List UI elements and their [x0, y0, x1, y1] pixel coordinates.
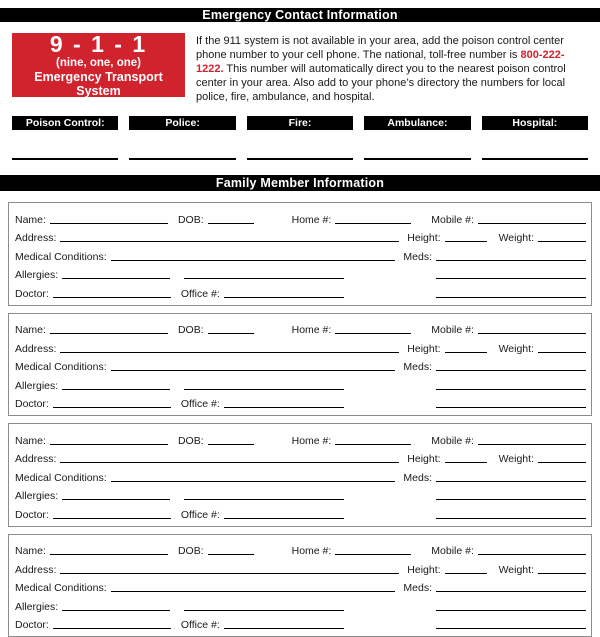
name-fill-line[interactable] [50, 223, 168, 224]
fire-fill-line[interactable] [247, 158, 353, 160]
doctor-extra-fill-line[interactable] [436, 518, 586, 519]
dob-label: DOB: [178, 435, 204, 447]
home-phone-fill-line[interactable] [335, 444, 411, 445]
doctor-fill-line[interactable] [53, 628, 171, 629]
member-row-allergies [15, 484, 586, 503]
height-label: Height: [407, 343, 440, 355]
contact-col-fire [247, 116, 353, 160]
dob-fill-line[interactable] [208, 223, 254, 224]
allergies-label: Allergies: [15, 380, 58, 392]
mobile-phone-fill-line[interactable] [478, 333, 586, 334]
name-fill-line[interactable] [50, 554, 168, 555]
home-phone-fill-line[interactable] [335, 554, 411, 555]
hospital-fill-line[interactable] [482, 158, 588, 160]
intro-section [12, 33, 588, 104]
family-member-card [8, 423, 592, 527]
poison-control-phone-number: 800-222-1222. [196, 49, 565, 75]
mobile-phone-label: Mobile #: [431, 214, 474, 226]
weight-fill-line[interactable] [538, 241, 586, 242]
mobile-phone-fill-line[interactable] [478, 223, 586, 224]
dob-fill-line[interactable] [208, 554, 254, 555]
intro-text-before: If the 911 system is not available in your area, add the poison control center phone number to your cell phone. The national, toll-free number is [196, 35, 564, 61]
police-fill-line[interactable] [129, 158, 235, 160]
mobile-phone-label: Mobile #: [431, 545, 474, 557]
member-row-medical [15, 465, 586, 484]
page-title: Emergency Contact Information [202, 8, 397, 22]
doctor-fill-line[interactable] [53, 518, 171, 519]
address-fill-line[interactable] [60, 462, 399, 463]
weight-fill-line[interactable] [538, 352, 586, 353]
intro-paragraph [196, 33, 588, 104]
member-row-identity [15, 539, 586, 558]
mobile-phone-fill-line[interactable] [478, 554, 586, 555]
fire-label: Fire: [247, 116, 353, 130]
name-label: Name: [15, 435, 46, 447]
address-label: Address: [15, 564, 56, 576]
address-fill-line[interactable] [60, 573, 399, 574]
contact-col-hospital [482, 116, 588, 160]
address-label: Address: [15, 343, 56, 355]
allergies-fill-line[interactable] [62, 278, 170, 279]
home-phone-fill-line[interactable] [335, 333, 411, 334]
name-label: Name: [15, 545, 46, 557]
office-phone-label: Office #: [181, 288, 220, 300]
medical-conditions-label: Medical Conditions: [15, 472, 107, 484]
member-row-medical [15, 244, 586, 263]
weight-fill-line[interactable] [538, 573, 586, 574]
height-fill-line[interactable] [445, 241, 487, 242]
emergency-contact-header [0, 8, 600, 22]
doctor-extra-fill-line[interactable] [436, 407, 586, 408]
911-number: 9 - 1 - 1 [12, 32, 185, 57]
name-fill-line[interactable] [50, 444, 168, 445]
family-section-title: Family Member Information [216, 176, 384, 190]
office-phone-fill-line[interactable] [224, 518, 344, 519]
meds-fill-line[interactable] [436, 260, 586, 261]
dob-label: DOB: [178, 545, 204, 557]
hospital-label: Hospital: [482, 116, 588, 130]
height-fill-line[interactable] [445, 573, 487, 574]
office-phone-label: Office #: [181, 619, 220, 631]
dob-label: DOB: [178, 214, 204, 226]
member-row-identity [15, 318, 586, 337]
ambulance-fill-line[interactable] [364, 158, 470, 160]
weight-label: Weight: [499, 343, 534, 355]
police-label: Police: [129, 116, 235, 130]
height-fill-line[interactable] [445, 462, 487, 463]
doctor-fill-line[interactable] [53, 297, 171, 298]
family-member-card [8, 202, 592, 306]
meds-label: Meds: [403, 251, 432, 263]
dob-fill-line[interactable] [208, 333, 254, 334]
mobile-phone-fill-line[interactable] [478, 444, 586, 445]
member-row-identity [15, 428, 586, 447]
address-fill-line[interactable] [60, 352, 399, 353]
doctor-extra-fill-line[interactable] [436, 628, 586, 629]
member-row-doctor [15, 613, 586, 632]
contact-col-police [129, 116, 235, 160]
doctor-label: Doctor: [15, 509, 49, 521]
home-phone-label: Home #: [292, 324, 332, 336]
member-row-allergies [15, 373, 586, 392]
allergies-fill-line[interactable] [62, 610, 170, 611]
address-fill-line[interactable] [60, 241, 399, 242]
medical-conditions-fill-line[interactable] [111, 260, 396, 261]
dob-fill-line[interactable] [208, 444, 254, 445]
weight-label: Weight: [499, 564, 534, 576]
emergency-contacts-row [12, 116, 588, 160]
allergies-fill-line[interactable] [62, 499, 170, 500]
meds-fill-line[interactable] [436, 370, 586, 371]
meds-extra-fill-line[interactable] [436, 499, 586, 500]
name-fill-line[interactable] [50, 333, 168, 334]
member-row-identity [15, 207, 586, 226]
member-row-address [15, 336, 586, 355]
name-label: Name: [15, 324, 46, 336]
911-callout [12, 33, 185, 97]
ambulance-label: Ambulance: [364, 116, 470, 130]
family-member-header [0, 175, 600, 191]
meds-extra-fill-line[interactable] [436, 278, 586, 279]
member-row-allergies [15, 594, 586, 613]
allergies-label: Allergies: [15, 490, 58, 502]
office-phone-label: Office #: [181, 398, 220, 410]
height-label: Height: [407, 232, 440, 244]
allergies-extra-fill-line[interactable] [184, 389, 344, 390]
intro-text-after: This number will automatically direct you to the nearest poison control center in your area. Also add to your phone’s directory the numbers for local police, fire, ambulance, and hospital. [196, 63, 566, 103]
weight-label: Weight: [499, 453, 534, 465]
member-row-doctor [15, 392, 586, 411]
family-members [8, 202, 592, 637]
meds-extra-fill-line[interactable] [436, 610, 586, 611]
weight-fill-line[interactable] [538, 462, 586, 463]
doctor-label: Doctor: [15, 288, 49, 300]
member-row-medical [15, 355, 586, 374]
member-row-doctor [15, 281, 586, 300]
allergies-label: Allergies: [15, 269, 58, 281]
home-phone-label: Home #: [292, 545, 332, 557]
medical-conditions-fill-line[interactable] [111, 370, 396, 371]
weight-label: Weight: [499, 232, 534, 244]
911-pronunciation: (nine, one, one) [12, 57, 185, 70]
family-member-card [8, 313, 592, 417]
height-label: Height: [407, 564, 440, 576]
allergies-extra-fill-line[interactable] [184, 610, 344, 611]
allergies-fill-line[interactable] [62, 389, 170, 390]
medical-conditions-label: Medical Conditions: [15, 361, 107, 373]
medical-conditions-label: Medical Conditions: [15, 251, 107, 263]
member-row-address [15, 226, 586, 245]
contact-col-ambulance [364, 116, 470, 160]
meds-extra-fill-line[interactable] [436, 389, 586, 390]
address-label: Address: [15, 453, 56, 465]
911-subtitle: Emergency Transport System [12, 70, 185, 98]
doctor-label: Doctor: [15, 619, 49, 631]
home-phone-label: Home #: [292, 435, 332, 447]
home-phone-fill-line[interactable] [335, 223, 411, 224]
poison-control-label: Poison Control: [12, 116, 118, 130]
office-phone-fill-line[interactable] [224, 297, 344, 298]
contact-col-poison-control [12, 116, 118, 160]
height-label: Height: [407, 453, 440, 465]
poison-control-fill-line[interactable] [12, 158, 118, 160]
meds-fill-line[interactable] [436, 481, 586, 482]
medical-conditions-fill-line[interactable] [111, 481, 396, 482]
member-row-allergies [15, 263, 586, 282]
meds-fill-line[interactable] [436, 591, 586, 592]
member-row-address [15, 447, 586, 466]
height-fill-line[interactable] [445, 352, 487, 353]
member-row-medical [15, 576, 586, 595]
doctor-fill-line[interactable] [53, 407, 171, 408]
allergies-label: Allergies: [15, 601, 58, 613]
name-label: Name: [15, 214, 46, 226]
mobile-phone-label: Mobile #: [431, 435, 474, 447]
address-label: Address: [15, 232, 56, 244]
allergies-extra-fill-line[interactable] [184, 499, 344, 500]
office-phone-fill-line[interactable] [224, 407, 344, 408]
family-member-card [8, 534, 592, 637]
doctor-extra-fill-line[interactable] [436, 297, 586, 298]
office-phone-fill-line[interactable] [224, 628, 344, 629]
meds-label: Meds: [403, 582, 432, 594]
allergies-extra-fill-line[interactable] [184, 278, 344, 279]
doctor-label: Doctor: [15, 398, 49, 410]
dob-label: DOB: [178, 324, 204, 336]
member-row-address [15, 557, 586, 576]
meds-label: Meds: [403, 472, 432, 484]
medical-conditions-label: Medical Conditions: [15, 582, 107, 594]
mobile-phone-label: Mobile #: [431, 324, 474, 336]
medical-conditions-fill-line[interactable] [111, 591, 396, 592]
home-phone-label: Home #: [292, 214, 332, 226]
office-phone-label: Office #: [181, 509, 220, 521]
meds-label: Meds: [403, 361, 432, 373]
member-row-doctor [15, 502, 586, 521]
